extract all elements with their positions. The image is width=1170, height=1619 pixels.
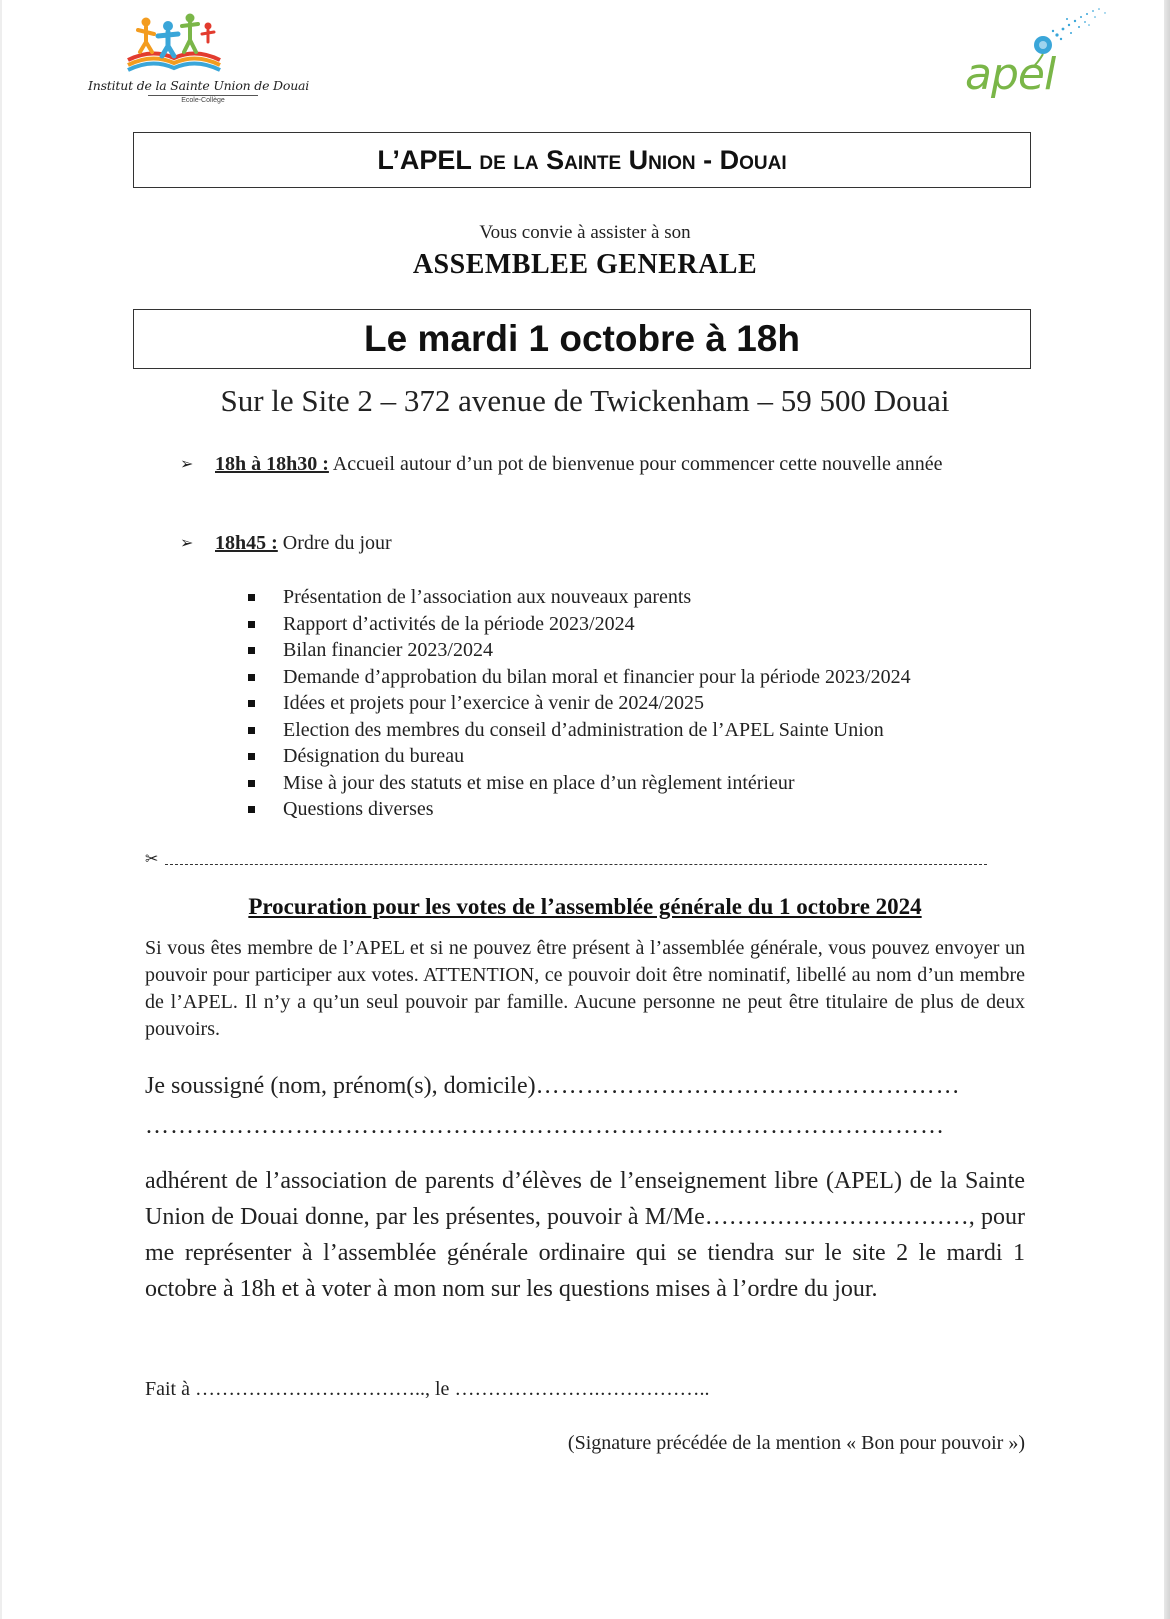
undersigned-label: Je soussigné (nom, prénom(s), domicile) <box>145 1073 536 1099</box>
agenda-item: Désignation du bureau <box>245 743 1025 770</box>
schedule-item <box>180 530 1025 556</box>
arrow-bullet-icon: ➢ <box>180 454 194 473</box>
square-bullet-icon <box>248 806 255 813</box>
square-bullet-icon <box>248 674 255 681</box>
square-bullet-icon <box>248 621 255 628</box>
proxy-declaration <box>145 1163 1025 1307</box>
school-subtitle: Ecole-Collège <box>148 95 258 105</box>
dashed-divider <box>165 864 987 865</box>
square-bullet-icon <box>248 780 255 787</box>
undersigned-fill-line[interactable]: …………………………………………… <box>535 1073 961 1099</box>
agenda-item: Présentation de l’association aux nouveaux parents <box>245 584 1025 611</box>
place-fill-line[interactable]: …………………………….., <box>195 1378 430 1400</box>
square-bullet-icon <box>248 753 255 760</box>
proxy-title: Procuration pour les votes de l’assemblée générale du 1 octobre 2024 <box>248 894 922 919</box>
date-fill-line[interactable]: ………………….…………….. <box>454 1378 710 1400</box>
schedule-text: Ordre du jour <box>277 532 392 554</box>
schedule-text: Accueil autour d’un pot de bienvenue pour commencer cette nouvelle année <box>328 453 943 475</box>
event-venue: Sur le Site 2 – 372 avenue de Twickenham – 59 500 Douai <box>220 383 950 418</box>
declaration-text-1: adhérent de l’association de parents d’élèves de l’enseignement libre (APEL) de la Sainte Union de Douai donne, par les présentes, pouvoir à M/Me <box>145 1168 1025 1230</box>
cut-line <box>145 849 990 872</box>
event-date: Le mardi 1 octobre à 18h <box>364 318 800 359</box>
invitation-intro: Vous convie à assister à son <box>479 222 691 243</box>
place-label: Fait à <box>145 1378 195 1400</box>
children-on-book-logo-icon <box>124 12 224 76</box>
schedule-time: 18h45 : <box>215 532 278 554</box>
school-logo <box>88 8 310 104</box>
undersigned-field[interactable] <box>145 1073 1025 1100</box>
organization-title-box <box>133 132 1031 188</box>
representative-fill-line[interactable]: …………………………… <box>704 1204 969 1230</box>
title-prefix: L’APEL <box>377 144 472 175</box>
event-name: ASSEMBLEE GENERALE <box>412 249 758 280</box>
square-bullet-icon <box>248 594 255 601</box>
proxy-intro: Si vous êtes membre de l’APEL et si ne pouvez être présent à l’assemblée générale, vous pouvez envoyer un pouvoir pour participer aux votes. ATTENTION, ce pouvoir doit être nominatif, libellé au nom d’un membre de l’APEL. Il n’y a qu’un seul pouvoir par famille. Aucune personne ne peut être titulaire de plus de deux pouvoirs. <box>145 937 1025 1040</box>
date-label: le <box>430 1378 455 1400</box>
event-date-box <box>133 309 1031 369</box>
arrow-bullet-icon: ➢ <box>180 533 194 552</box>
agenda-item: Rapport d’activités de la période 2023/2024 <box>245 611 1025 638</box>
agenda-item: Election des membres du conseil d’administration de l’APEL Sainte Union <box>245 717 1025 744</box>
apel-logo <box>955 5 1115 105</box>
continuation-fill-line[interactable]: …………………………………………………………………………………… <box>145 1113 945 1139</box>
agenda-item: Mise à jour des statuts et mise en place d’un règlement intérieur <box>245 770 1025 797</box>
agenda-list <box>245 584 1025 823</box>
title-rest: de la Sainte Union - Douai <box>471 144 787 175</box>
agenda-item: Idées et projets pour l’exercice à venir de 2024/2025 <box>245 690 1025 717</box>
school-name: Institut de la Sainte Union de Douai <box>88 78 310 93</box>
square-bullet-icon <box>248 727 255 734</box>
square-bullet-icon <box>248 647 255 654</box>
schedule-item <box>180 451 1025 477</box>
schedule-time: 18h à 18h30 : <box>215 453 329 475</box>
place-date-line <box>145 1378 709 1401</box>
signature-note: (Signature précédée de la mention « Bon pour pouvoir ») <box>567 1432 1025 1454</box>
apel-wordmark: apel <box>965 49 1056 100</box>
declaration-text-2: , pour me représenter à l’assemblée générale ordinaire qui se tiendra sur le site 2 le mardi 1 octobre à 18h et à voter à mon nom sur les questions mises à l’ordre du jour. <box>145 1204 1026 1302</box>
agenda-item: Questions diverses <box>245 796 1025 823</box>
scissors-icon: ✂ <box>145 849 159 868</box>
square-bullet-icon <box>248 700 255 707</box>
agenda-item: Bilan financier 2023/2024 <box>245 637 1025 664</box>
agenda-item: Demande d’approbation du bilan moral et financier pour la période 2023/2024 <box>245 664 1025 691</box>
undersigned-continuation-field[interactable] <box>145 1113 1025 1140</box>
